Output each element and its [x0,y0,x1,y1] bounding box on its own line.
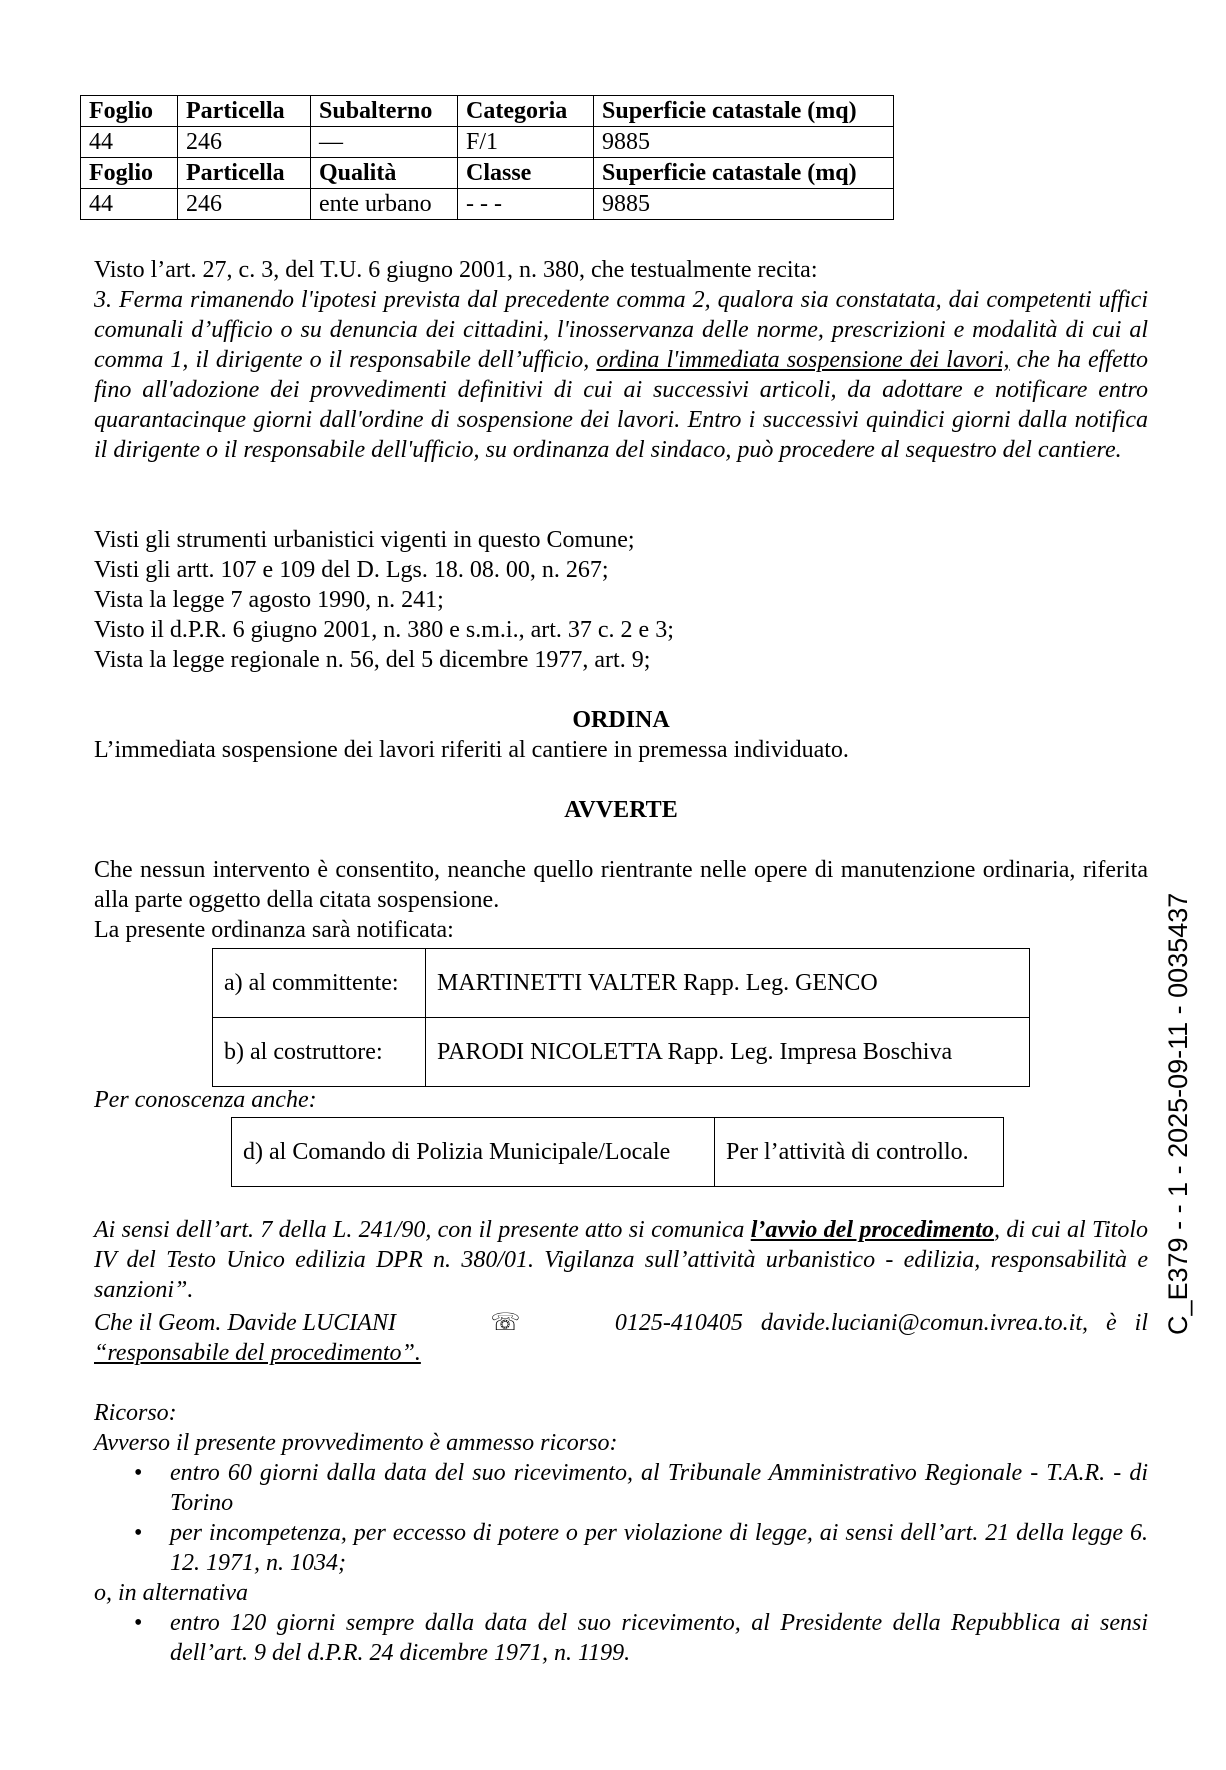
responsabile-role: “responsabile del procedimento”. [94,1340,421,1366]
conoscenza-label: Per conoscenza anche: [94,1087,317,1113]
avverte-text: Che nessun intervento è consentito, neanche quello rientrante nelle opere di manutenzione ordinaria, riferita alla parte oggetto della citata sospensione. [94,857,1148,913]
visti-line: Visto il d.P.R. 6 giugno 2001, n. 380 e s.m.i., art. 37 c. 2 e 3; [94,617,674,643]
responsabile-line [94,1308,1148,1338]
table-cell: 44 [81,127,178,158]
table-header-row [81,158,894,189]
table-cell: Subalterno [311,96,458,127]
quotation-underlined: ordina l'immediata sospensione dei lavori, [596,347,1010,373]
table-cell: Foglio [81,158,178,189]
avverte-heading: AVVERTE [564,797,678,823]
phone-icon: ☏ [490,1310,521,1336]
responsabile-contact: 0125-410405 davide.luciani@comun.ivrea.to.it, è il [614,1310,1148,1336]
conoscenza-table [231,1117,1004,1187]
ordina-text: L’immediata sospensione dei lavori riferiti al cantiere in premessa individuato. [94,737,849,763]
quotation-text-cont: che ha effetto fino all'adozione dei provvedimenti definitivi di cui ai successivi articoli, da adottare e notificare entro quarantacinque giorni dall'ordine di sospensione dei lavori. Entro i successivi quindici giorni dalla notifica il dirigente o il responsabile dell'ufficio, su ordinanza del sindaco, può procedere al sequestro del cantiere. [94,347,1149,463]
table-cell: Categoria [458,96,594,127]
visti-list [94,525,1148,675]
table-row [213,949,1030,1018]
responsabile-name: Che il Geom. Davide LUCIANI [94,1310,396,1336]
recipient-label: a) al committente: [213,949,426,1018]
legal-quotation [94,285,1148,465]
responsabile-section [94,1308,1148,1368]
ordina-heading: ORDINA [572,707,670,733]
protocol-number: C_E379 - - 1 - 2025-09-11 - 0035437 [1163,892,1193,1335]
list-item: • entro 60 giorni dalla data del suo ricevimento, al Tribunale Amministrativo Regionale - T.A.R. - di Torino [94,1458,1148,1518]
ricorso-title: Ricorso: [94,1400,177,1426]
table-cell: Superficie catastale (mq) [594,158,894,189]
list-item: • entro 120 giorni sempre dalla data del suo ricevimento, al Presidente della Repubblica ai sensi dell’art. 9 del d.P.R. 24 dicembre 1971, n. 1199. [94,1608,1148,1668]
table-cell: Classe [458,158,594,189]
recipient-label: b) al costruttore: [213,1018,426,1087]
table-cell: 9885 [594,127,894,158]
ordina-section [94,705,1148,765]
ricorso-list-2 [94,1608,1148,1668]
ricorso-list [94,1458,1148,1578]
avvio-text: Ai sensi dell’art. 7 della L. 241/90, con il presente atto si comunica [94,1217,751,1243]
visti-line: Vista la legge 7 agosto 1990, n. 241; [94,587,444,613]
table-cell: - - - [458,189,594,220]
visto-art27-line: Visto l’art. 27, c. 3, del T.U. 6 giugno 2001, n. 380, che testualmente recita: [94,257,818,283]
table-cell: Particella [178,158,311,189]
visti-line: Visti gli artt. 107 e 109 del D. Lgs. 18. 08. 00, n. 267; [94,557,609,583]
ricorso-section [94,1398,1148,1668]
table-row [232,1118,1004,1187]
table-cell: F/1 [458,127,594,158]
table-cell: 246 [178,189,311,220]
recipient-value: MARTINETTI VALTER Rapp. Leg. GENCO [426,949,1030,1018]
table-cell: Qualità [311,158,458,189]
notification-table [212,948,1030,1087]
avvio-text-cont: , di cui al Titolo IV del Testo Unico edilizia DPR n. 380/01. Vigilanza sull’attività urbanistico - edilizia, responsabilità e sanzioni”. [94,1217,1149,1303]
table-row [213,1018,1030,1087]
table-header-row [81,96,894,127]
table-cell: 9885 [594,189,894,220]
table-cell: Superficie catastale (mq) [594,96,894,127]
avverte-section [94,795,1148,825]
alternativa-line: o, in alternativa [94,1580,248,1606]
avvio-procedimento [94,1215,1148,1305]
visti-line: Visti gli strumenti urbanistici vigenti in questo Comune; [94,527,635,553]
table-cell: Particella [178,96,311,127]
list-item: • per incompetenza, per eccesso di potere o per violazione di legge, ai sensi dell’art. 21 della legge 6. 12. 1971, n. 1034; [94,1518,1148,1578]
quotation-text: 3. Ferma rimanendo l'ipotesi prevista dal precedente comma 2, qualora sia constatata, dai competenti uffici comunali d’ufficio o su denuncia dei cittadini, l'inosservanza delle norme, prescrizioni e modalità di cui al comma 1, il dirigente o il responsabile dell’ufficio, [94,287,1148,373]
avvio-bold: l’avvio del procedimento [750,1217,994,1243]
table-cell: d) al Comando di Polizia Municipale/Locale [232,1118,715,1187]
table-cell: Foglio [81,96,178,127]
table-cell: — [311,127,458,158]
table-cell: Per l’attività di controllo. [715,1118,1004,1187]
visti-line: Vista la legge regionale n. 56, del 5 dicembre 1977, art. 9; [94,647,651,673]
table-row [81,189,894,220]
cadastral-table [80,95,894,220]
table-cell: 44 [81,189,178,220]
notifica-line: La presente ordinanza sarà notificata: [94,917,454,943]
visto-art27-section [94,255,1148,465]
table-cell: 246 [178,127,311,158]
ricorso-intro: Avverso il presente provvedimento è ammesso ricorso: [94,1430,618,1456]
recipient-value: PARODI NICOLETTA Rapp. Leg. Impresa Boschiva [426,1018,1030,1087]
table-cell: ente urbano [311,189,458,220]
table-row [81,127,894,158]
